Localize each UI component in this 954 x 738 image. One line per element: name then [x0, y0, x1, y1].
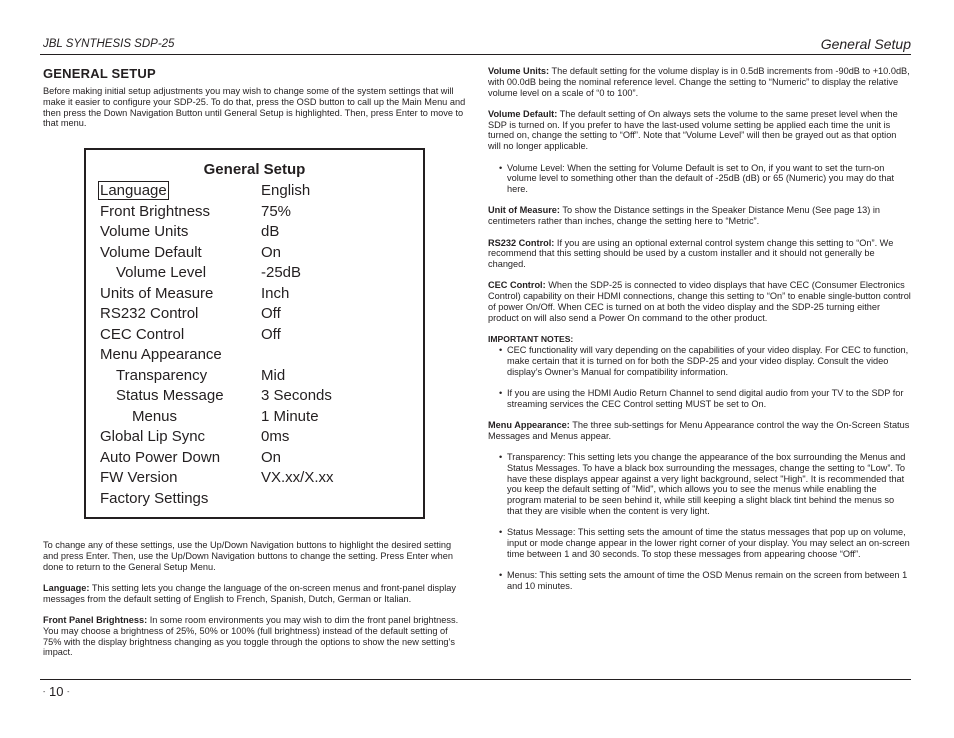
footer-rule	[40, 679, 911, 680]
osd-row-volume-units	[100, 222, 420, 243]
intro-paragraph: Before making initial setup adjustments you may wish to change some of the system settings that will make it easier to configure your SDP-25. To do that, press the OSD button to call up the Main Menu and then press the Down Navigation Button until General Setup is highlighted. Then, press Enter to move to that menu.	[43, 86, 466, 129]
osd-row-menus	[100, 407, 420, 428]
osd-highlight-language: Language	[100, 182, 167, 199]
osd-row-rs232-control	[100, 304, 420, 325]
volume-default-text: The default setting of On always sets the volume to the same preset level when the SDP is turned on. If you prefer to have the last-used volume setting be applied each time the unit is turned on, change the setting to “Off”. Note that “Volume Level” will then be grayed out as that option will no longer applicable.	[488, 108, 898, 152]
cec-note-1: • CEC functionality will vary depending on the capabilities of your video display. For CEC to function, make certain that it is turned on for both the SDP-25 and your video display. Consult the video display’s Owner’s Manual for compatibility information.	[488, 345, 911, 377]
important-notes-title: IMPORTANT NOTES:	[488, 334, 574, 345]
front-panel-brightness-paragraph	[43, 615, 466, 658]
osd-row-factory-settings	[100, 489, 420, 510]
volume-default-label: Volume Default:	[488, 108, 558, 119]
volume-units-label: Volume Units:	[488, 66, 550, 76]
cec-control-text: When the SDP-25 is connected to video displays that have CEC (Consumer Electronics Control) capability on their HDMI connections, change this setting to “On” to enable single-button control of power On/Off. When CEC is turned on at both the video display and the SDP-25 turning either product on will also send a Power On command to the other product.	[488, 280, 911, 323]
osd-label: Volume Default	[100, 243, 202, 261]
menu-appearance-paragraph	[488, 420, 911, 442]
osd-row-language	[100, 181, 420, 202]
osd-row-status-message	[100, 386, 420, 407]
cec-note-2: • If you are using the HDMI Audio Return Channel to send digital audio from your TV to the SDP for streaming services the CEC Control setting MUST be set to On.	[488, 388, 911, 410]
right-column	[488, 66, 911, 592]
status-message-bullet: • Status Message: This setting sets the amount of time the status messages that pop up on volume, input or mode change appear in the lower right corner of your display. You may select an on-screen time between 1 and 30 seconds. To stop these messages from appearing choose “Off”.	[488, 527, 911, 559]
osd-label: Units of Measure	[100, 284, 214, 302]
osd-label: Transparency	[116, 366, 208, 384]
osd-row-menu-appearance	[100, 345, 420, 366]
osd-value: On	[261, 448, 282, 466]
osd-row-auto-power-down	[100, 448, 420, 469]
osd-row-volume-default	[100, 243, 420, 264]
header-product-name: JBL SYNTHESIS SDP-25	[43, 38, 175, 50]
menu-appearance-text: The three sub-settings for Menu Appearance control the way the On-Screen Status Messages and Menus appear.	[488, 419, 910, 441]
osd-row-volume-level	[100, 263, 420, 284]
page-number	[43, 684, 69, 699]
osd-label	[100, 181, 169, 202]
navigation-instructions: To change any of these settings, use the Up/Down Navigation buttons to highlight the desired setting and press Enter. Then, use the Up/Down Navigation buttons to change the setting. Press Enter when done to return to the General Setup Menu.	[43, 540, 453, 572]
left-column	[43, 66, 466, 129]
language-paragraph	[43, 583, 466, 605]
osd-value: 3 Seconds	[261, 387, 332, 404]
cec-control-paragraph	[488, 280, 911, 323]
osd-row-cec-control	[100, 325, 420, 346]
volume-units-paragraph	[488, 66, 911, 98]
unit-of-measure-paragraph	[488, 205, 911, 227]
rs232-control-text: If you are using an optional external control system change this setting to “On”. We recommend that this setting should be used by a custom installer and it should not generally be changed.	[488, 237, 894, 270]
menu-appearance-label: Menu Appearance:	[488, 419, 570, 430]
page-number-dash-right: -	[67, 689, 70, 697]
front-panel-brightness-label: Front Panel Brightness:	[43, 614, 148, 625]
osd-value: -25dB	[261, 264, 302, 281]
osd-label: Global Lip Sync	[100, 428, 206, 445]
page-number-value: 10	[48, 684, 64, 699]
osd-row-front-brightness	[100, 202, 420, 223]
osd-value: VX.xx/X.xx	[261, 469, 334, 486]
osd-label: Front Brightness	[100, 202, 211, 220]
osd-label: RS232 Control	[100, 305, 199, 322]
header-rule	[40, 54, 911, 55]
section-title: GENERAL SETUP	[43, 66, 156, 81]
osd-label: Menu Appearance	[100, 346, 222, 363]
front-panel-brightness-text: In some room environments you may wish to dim the front panel brightness. You may choose a brightness of 25%, 50% or 100% (full brightness) instead of the default setting of 75% with the display brightness changing as you toggle through the options to show the new setting’s impact.	[43, 614, 459, 658]
osd-row-global-lip-sync	[100, 427, 420, 448]
osd-menu-title: General Setup	[203, 161, 306, 178]
osd-row-transparency	[100, 366, 420, 387]
volume-units-text: The default setting for the volume display is in 0.5dB increments from -90dB to +10.0dB, with 00.0dB being the nominal reference level. Change the setting to “Numeric” to display the relative volume level on a scale of “0 to 100”.	[488, 66, 910, 98]
osd-row-units-of-measure	[100, 284, 420, 305]
osd-label: Factory Settings	[100, 489, 209, 507]
osd-value: Mid	[261, 366, 286, 384]
page-number-dash-left: -	[43, 689, 46, 697]
rs232-control-paragraph	[488, 238, 911, 270]
osd-label: CEC Control	[100, 325, 185, 343]
osd-label: Status Message	[116, 387, 224, 404]
transparency-bullet: • Transparency: This setting lets you change the appearance of the box surrounding the Menus and Status Messages. To have a black box surrounding the messages, change the setting to “Low”. To have these displays appear against a very light background, select "High". It is recommended that you keep the default setting of "Mid", which allows you to see the menus while enabling the program material to be seen behind it, while still keeping a slight black tint behind the menus so that they are visible when the content is very light.	[488, 452, 911, 517]
osd-label: FW Version	[100, 469, 178, 486]
osd-value: dB	[261, 223, 280, 240]
language-text: This setting lets you change the language of the on-screen menus and front-panel display messages from the default setting of English to French, Spanish, Dutch, German or Italian.	[43, 582, 456, 604]
osd-label: Volume Level	[116, 264, 207, 281]
osd-value: 0ms	[261, 428, 290, 445]
cec-control-label: CEC Control:	[488, 280, 546, 291]
osd-value: English	[261, 182, 311, 199]
menus-bullet: • Menus: This setting sets the amount of time the OSD Menus remain on the screen from between 1 and 10 minutes.	[488, 570, 911, 592]
osd-label: Volume Units	[100, 223, 189, 240]
osd-value: On	[261, 243, 282, 261]
osd-value: 75%	[261, 202, 292, 220]
osd-value: 1 Minute	[261, 407, 319, 425]
unit-of-measure-text: To show the Distance settings in the Speaker Distance Menu (See page 13) in centimeters rather than inches, change the setting here to “Metric”.	[488, 205, 881, 227]
osd-label: Auto Power Down	[100, 448, 221, 466]
unit-of-measure-label: Unit of Measure:	[488, 205, 560, 216]
osd-value: Off	[261, 325, 281, 343]
language-label: Language:	[43, 582, 90, 593]
osd-label: Menus	[132, 407, 178, 425]
left-column-lower	[43, 540, 466, 658]
volume-default-paragraph	[488, 109, 911, 152]
osd-row-fw-version	[100, 468, 420, 489]
osd-value: Off	[261, 305, 281, 322]
header-section-name: General Setup	[820, 36, 911, 52]
rs232-control-label: RS232 Control:	[488, 237, 555, 248]
volume-level-bullet: • Volume Level: When the setting for Volume Default is set to On, if you want to set the turn-on volume level to something other than the default of -25dB (dB) or 65 (Numeric) you may do that here.	[488, 163, 911, 195]
osd-value: Inch	[261, 284, 290, 302]
osd-general-setup-menu	[84, 148, 425, 519]
